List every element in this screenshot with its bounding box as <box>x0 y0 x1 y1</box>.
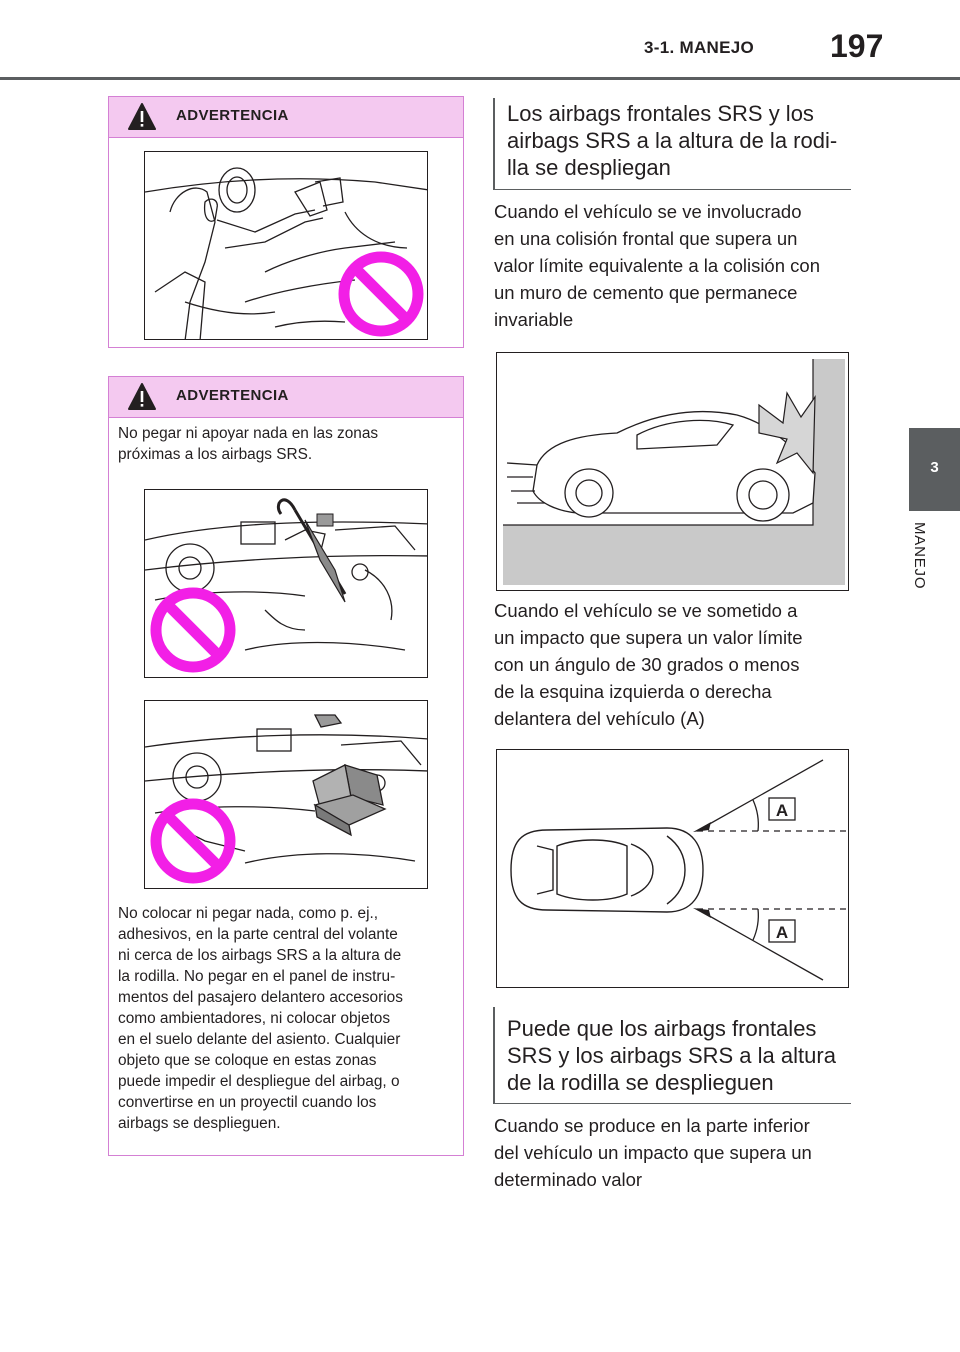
text-line: puede impedir el despliegue del airbag, o <box>118 1073 400 1090</box>
heading-line: Los airbags frontales SRS y los <box>507 101 814 126</box>
paragraph-underbody-impact <box>494 1112 849 1193</box>
prohibition-icon <box>156 593 230 667</box>
text-line: No pegar ni apoyar nada en las zonas <box>118 425 379 442</box>
feet-on-dashboard-drawing <box>145 152 428 340</box>
illustration-umbrella-on-airbag <box>144 489 428 678</box>
warning-box-1 <box>108 96 464 348</box>
warning-box-2 <box>108 376 464 1156</box>
warning-title: ADVERTENCIA <box>176 387 289 404</box>
heading-line: SRS y los airbags SRS a la altura <box>507 1043 836 1068</box>
text-line: en una colisión frontal que supera un <box>494 228 798 249</box>
text-line: Cuando se produce en la parte inferior <box>494 1115 810 1136</box>
text-line: valor límite equivalente a la colisión con <box>494 255 820 276</box>
text-line: delantera del vehículo (A) <box>494 708 705 729</box>
warning-title: ADVERTENCIA <box>176 107 289 124</box>
heading-line: airbags SRS a la altura de la rodi- <box>507 128 838 153</box>
chapter-tab-number: 3 <box>930 459 939 476</box>
text-line: un impacto que supera un valor límite <box>494 627 803 648</box>
section-heading-1 <box>493 98 851 190</box>
text-line: en el suelo delante del asiento. Cualquier <box>118 1031 401 1048</box>
console-objects-drawing <box>145 701 428 889</box>
section-title: 3-1. MANEJO <box>644 38 755 57</box>
text-line: objeto que se coloque en estas zonas <box>118 1052 377 1069</box>
text-line: Cuando el vehículo se ve involucrado <box>494 201 802 222</box>
prohibition-icon <box>344 257 418 331</box>
umbrella-drawing <box>145 490 428 678</box>
boxes-icon <box>313 715 385 835</box>
heading-line: de la rodilla se desplieguen <box>507 1070 774 1095</box>
section-heading-2 <box>493 1007 851 1104</box>
paragraph-angled-collision <box>494 597 849 732</box>
text-line: del vehículo un impacto que supera un <box>494 1142 812 1163</box>
text-line: con un ángulo de 30 grados o menos <box>494 654 800 675</box>
text-line: mentos del pasajero delantero accesorios <box>118 989 403 1006</box>
text-line: airbags se desplieguen. <box>118 1115 281 1132</box>
text-line: invariable <box>494 309 574 330</box>
impact-angle-drawing <box>497 750 849 988</box>
illustration-objects-on-console <box>144 700 428 889</box>
warning-text-1 <box>118 423 378 465</box>
heading-line: Puede que los airbags frontales <box>507 1016 817 1041</box>
illustration-impact-angles <box>496 749 849 988</box>
text-line: No colocar ni pegar nada, como p. ej., <box>118 905 379 922</box>
text-line: adhesivos, en la parte central del volante <box>118 926 398 943</box>
header-rule <box>0 77 960 80</box>
illustration-feet-on-dashboard <box>144 151 428 340</box>
wall-collision-drawing <box>497 353 849 591</box>
page-number: 197 <box>830 28 884 64</box>
paragraph-frontal-collision <box>494 198 849 333</box>
text-line: de la esquina izquierda o derecha <box>494 681 772 702</box>
angle-label-bottom: A <box>775 923 789 942</box>
umbrella-icon <box>278 500 345 602</box>
text-line: próximas a los airbags SRS. <box>118 446 313 463</box>
heading-line: lla se despliegan <box>507 155 671 180</box>
text-line: Cuando el vehículo se ve sometido a <box>494 600 798 621</box>
text-line: la rodilla. No pegar en el panel de instru- <box>118 968 396 985</box>
text-line: ni cerca de los airbags SRS a la altura de <box>118 947 402 964</box>
text-line: convertirse en un proyectil cuando los <box>118 1094 377 1111</box>
warning-triangle-icon <box>127 382 157 412</box>
warning-header <box>109 377 463 418</box>
angle-label-top: A <box>775 801 789 820</box>
prohibition-icon <box>156 804 230 878</box>
chapter-tab-label <box>906 522 926 602</box>
car-top-view <box>511 828 703 912</box>
illustration-wall-collision <box>496 352 849 591</box>
warning-text-2 <box>118 903 403 1134</box>
text-line: determinado valor <box>494 1169 643 1190</box>
text-line: como ambientadores, ni colocar objetos <box>118 1010 391 1027</box>
warning-triangle-icon <box>127 102 157 132</box>
warning-header <box>109 97 463 138</box>
chapter-tab-label-text: MANEJO <box>911 522 928 590</box>
text-line: un muro de cemento que permanece <box>494 282 798 303</box>
